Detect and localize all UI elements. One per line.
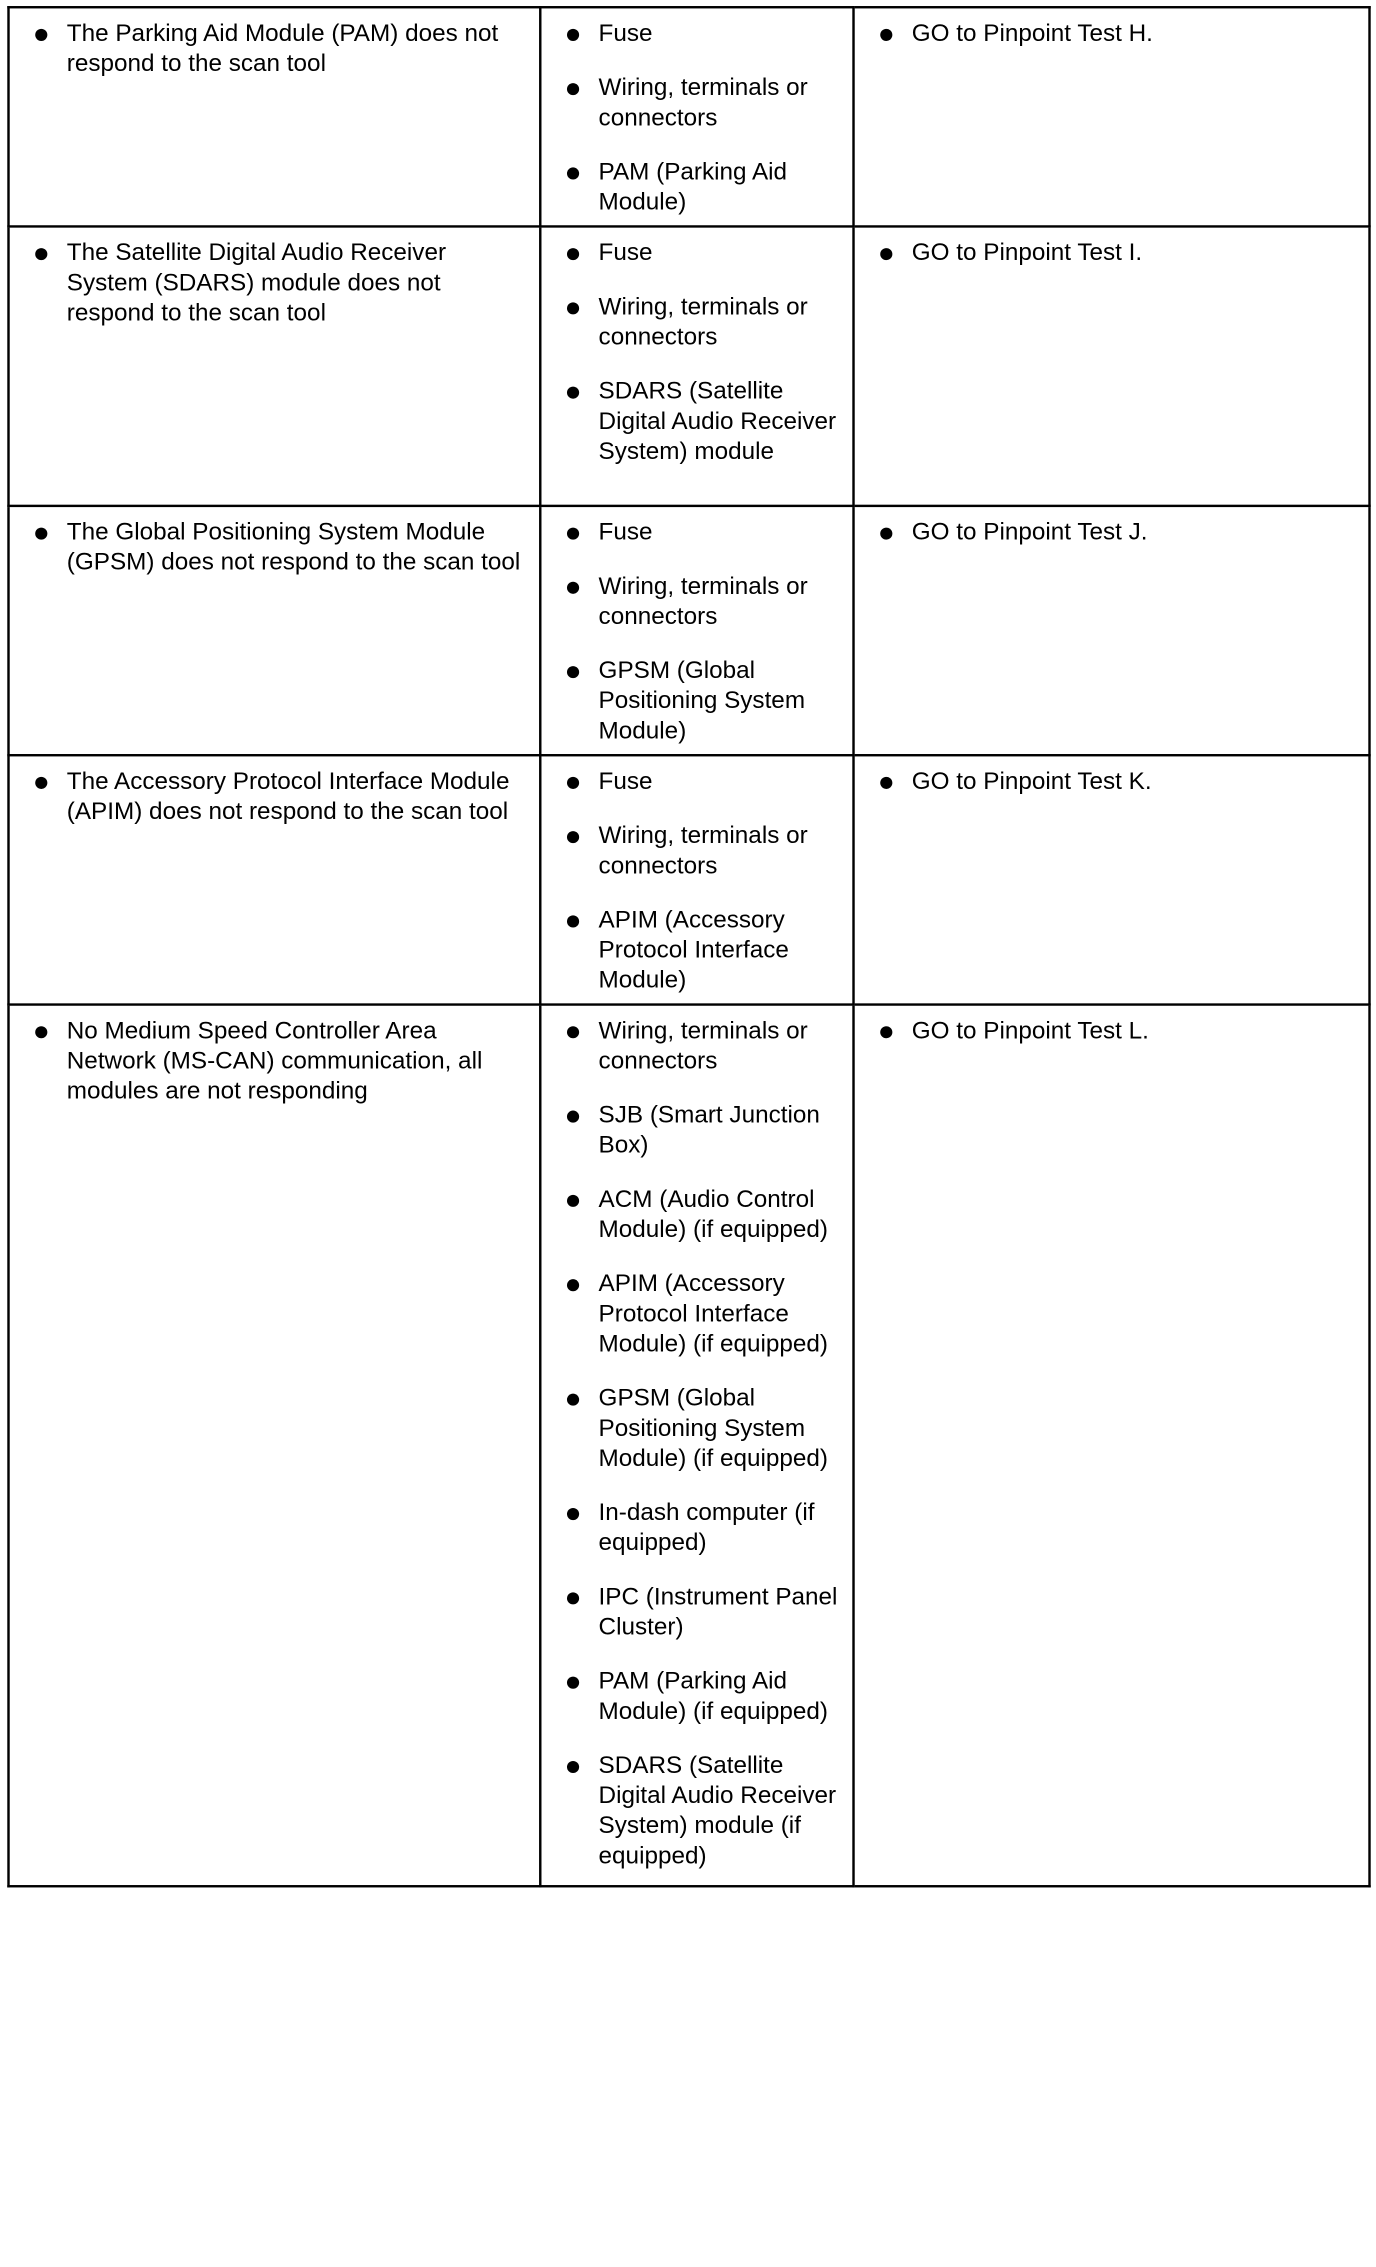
source-item: In-dash computer (if equipped) bbox=[563, 1498, 840, 1558]
source-item: IPC (Instrument Panel Cluster) bbox=[563, 1583, 840, 1643]
source-item: Wiring, terminals or connectors bbox=[563, 1017, 840, 1077]
source-item: Wiring, terminals or connectors bbox=[563, 572, 840, 632]
possible-sources-cell bbox=[540, 1005, 853, 1887]
table-row bbox=[8, 226, 1369, 505]
table-row bbox=[8, 1005, 1369, 1887]
condition-text: No Medium Speed Controller Area Network (MS-CAN) communication, all modules are not responding bbox=[32, 1017, 527, 1107]
action-text: GO to Pinpoint Test I. bbox=[877, 238, 1357, 268]
possible-sources-cell bbox=[540, 7, 853, 226]
possible-sources-cell bbox=[540, 755, 853, 1004]
symptom-chart-table bbox=[7, 6, 1370, 1887]
source-item: Fuse bbox=[563, 238, 840, 268]
possible-sources-cell bbox=[540, 506, 853, 755]
table-row bbox=[8, 506, 1369, 755]
action-text: GO to Pinpoint Test H. bbox=[877, 19, 1357, 49]
source-item: PAM (Parking Aid Module) (if equipped) bbox=[563, 1667, 840, 1727]
source-item: SDARS (Satellite Digital Audio Receiver System) module (if equipped) bbox=[563, 1751, 840, 1871]
action-text: GO to Pinpoint Test L. bbox=[877, 1017, 1357, 1047]
action-cell bbox=[854, 1005, 1370, 1887]
source-item: GPSM (Global Positioning System Module) bbox=[563, 656, 840, 746]
source-item: PAM (Parking Aid Module) bbox=[563, 158, 840, 218]
condition-cell bbox=[8, 7, 540, 226]
condition-cell bbox=[8, 755, 540, 1004]
condition-cell bbox=[8, 226, 540, 505]
source-item: Wiring, terminals or connectors bbox=[563, 821, 840, 881]
source-item: APIM (Accessory Protocol Interface Module) (if equipped) bbox=[563, 1270, 840, 1360]
condition-text: The Parking Aid Module (PAM) does not respond to the scan tool bbox=[32, 19, 527, 79]
source-item: Wiring, terminals or connectors bbox=[563, 293, 840, 353]
table-row bbox=[8, 755, 1369, 1004]
source-item: Fuse bbox=[563, 767, 840, 797]
source-item: SDARS (Satellite Digital Audio Receiver System) module bbox=[563, 377, 840, 467]
condition-text: The Accessory Protocol Interface Module (APIM) does not respond to the scan tool bbox=[32, 767, 527, 827]
source-item: Fuse bbox=[563, 518, 840, 548]
table-row bbox=[8, 7, 1369, 226]
source-item: Wiring, terminals or connectors bbox=[563, 73, 840, 133]
source-item: Fuse bbox=[563, 19, 840, 49]
possible-sources-cell bbox=[540, 226, 853, 505]
source-item: APIM (Accessory Protocol Interface Module) bbox=[563, 906, 840, 996]
action-text: GO to Pinpoint Test J. bbox=[877, 518, 1357, 548]
action-cell bbox=[854, 7, 1370, 226]
action-cell bbox=[854, 506, 1370, 755]
source-item: SJB (Smart Junction Box) bbox=[563, 1101, 840, 1161]
source-item: GPSM (Global Positioning System Module) (if equipped) bbox=[563, 1384, 840, 1474]
source-item: ACM (Audio Control Module) (if equipped) bbox=[563, 1185, 840, 1245]
condition-cell bbox=[8, 506, 540, 755]
condition-text: The Satellite Digital Audio Receiver System (SDARS) module does not respond to the scan tool bbox=[32, 238, 527, 328]
action-text: GO to Pinpoint Test K. bbox=[877, 767, 1357, 797]
action-cell bbox=[854, 755, 1370, 1004]
condition-text: The Global Positioning System Module (GPSM) does not respond to the scan tool bbox=[32, 518, 527, 578]
condition-cell bbox=[8, 1005, 540, 1887]
action-cell bbox=[854, 226, 1370, 505]
